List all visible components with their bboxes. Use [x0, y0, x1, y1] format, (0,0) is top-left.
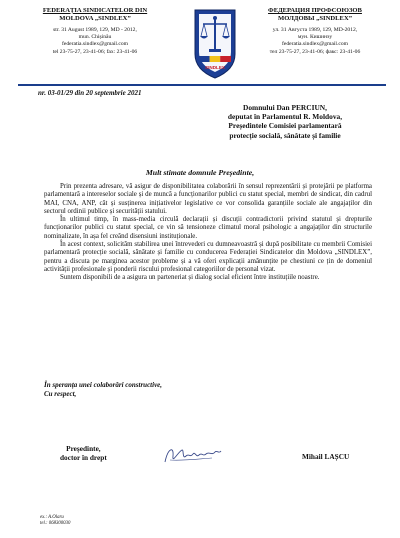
- header-left-title-2: MOLDOVA „SINDLEX”: [59, 15, 131, 22]
- greeting: Mult stimate domnule Președinte,: [145, 168, 255, 177]
- header-right-title-2: МОЛДОВЫ „SINDLEX”: [277, 15, 353, 22]
- header-left-email: federatia.sindlex@gmail.com: [61, 41, 129, 48]
- executor-name: ex.: A.Olaru: [40, 515, 64, 520]
- body-paragraph-1: Prin prezenta adresare, vă asigur de disponibilitatea colaborării în sensul reprezentării și protejării pe platforma parlamentară a intereselor sociale și de muncă a funcționarilor publici cu statut special, membri de sindicat, din cadrul MAI, CNA, ANP, cât și susținerea inițiativelor legislative ce vor consolida garanțiile sociale ale angajaților din sectorul ordinii publice și securității statului.: [44, 183, 372, 215]
- addressee-line-3: Președintele Comisiei parlamentară: [228, 121, 342, 131]
- body-paragraph-4: Suntem disponibili de a asigura un parteneriat și dialog social eficient între instituțiile noastre.: [60, 274, 320, 282]
- closing-block: [44, 381, 162, 399]
- addressee-line-2: deputat în Parlamentul R. Moldova,: [227, 112, 343, 122]
- executor-phone: tel.: 068300030: [40, 521, 71, 527]
- closing-line-1: În speranța unei colaborări constructive,: [44, 381, 163, 389]
- addressee-line-4: protecție socială, sănătate și familie: [229, 130, 341, 140]
- reference-number: nr. 03-01/29 din 20 septembrie 2021: [38, 89, 142, 97]
- header-left-address-2: mun. Chișinău: [78, 34, 112, 41]
- signatory-title-2: doctor în drept: [60, 453, 107, 462]
- header-right: [240, 7, 390, 56]
- header-left-title-1: FEDERAȚIA SINDICATELOR DIN: [42, 7, 148, 14]
- header-right-title-1: ФЕДЕРАЦИЯ ПРОФСОЮЗОВ: [268, 7, 362, 14]
- body-paragraph-2: În ultimul timp, în mass-media circulă declarații și discuții contradictorii privind statutul și drepturile funcționarilor publici cu statut special, ce vin să tensioneze climatul moral psihologic a angajaților din structurile nominalizate, în așa fel creând disensiuni instituționale.: [44, 216, 372, 240]
- addressee-line-1: Domnului Dan PERCIUN,: [243, 103, 327, 112]
- header-right-address-2: мун. Кишинэу: [297, 34, 333, 41]
- emblem-text: SINDLEX: [205, 65, 225, 70]
- signatory-title-block: [60, 444, 107, 462]
- signatory-name: Mihail LAȘCU: [302, 452, 350, 461]
- addressee-block: [200, 103, 370, 140]
- body-paragraph-3: În acest context, solicităm stabilirea unei întrevederi cu dumneavoastră și după posibilitate cu membrii Comisiei parlamentară protecție socială, sănătate și familie cu conducerea Federației Sindicatelor din Moldova „SINDLEX”, pentru a discuta pe marginea acestor probleme și a vă oferi explicații amănunțite pe chestiuni ce țin de domeniul activității profesionale și ponderii riscului profesional categoriilor de personal vizat.: [44, 241, 372, 273]
- header-right-address-1: ул. 31 Августа 1989, 129, MD-2012,: [272, 27, 358, 33]
- handwritten-signature: [162, 442, 224, 468]
- header-divider: [18, 84, 386, 86]
- letter-body: [44, 183, 372, 283]
- header-left-address-1: str. 31 August 1989, 129, MD - 2012,: [53, 27, 137, 33]
- header-right-email: federatia.sindlex@gmail.com: [281, 41, 349, 48]
- executor-footnote: [40, 515, 70, 527]
- header-left: [20, 7, 170, 56]
- closing-line-2: Cu respect,: [44, 390, 77, 398]
- header-left-phone: tel 23-75-27, 23-41-06; fax: 23-41-06: [52, 48, 138, 55]
- signatory-title-1: Președinte,: [66, 444, 101, 453]
- header-right-phone: тел 23-75-27, 23-41-06; факс: 23-41-06: [269, 48, 361, 55]
- sindlex-emblem-logo: [190, 6, 240, 82]
